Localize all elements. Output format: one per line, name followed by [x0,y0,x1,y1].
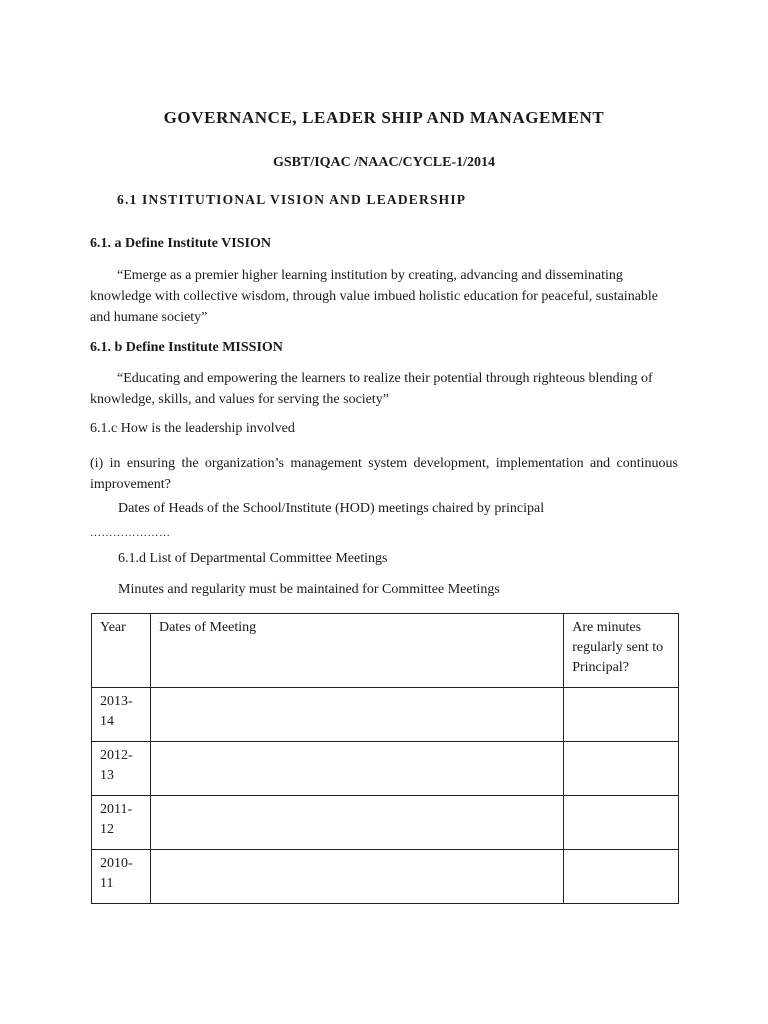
vision-text: “Emerge as a premier higher learning institution by creating, advancing and disseminating knowledge with collective wisdom, through value imbued holistic education for peaceful, sustainable and humane society” [90,268,659,325]
document-code: GSBT/IQAC /NAAC/CYCLE-1/2014 [272,155,496,170]
cell-dates[interactable] [150,796,563,850]
header-year: Year [92,614,151,688]
cell-year: 2013-14 [92,688,151,742]
mission-text: “Educating and empowering the learners to realize their potential through righteous blending of knowledge, skills, and values for serving the society” [90,371,653,407]
cell-year: 2010-11 [92,850,151,904]
table-row [92,796,679,850]
table-row [92,688,679,742]
table-header-row [92,614,679,688]
header-minutes-sent: Are minutes regularly sent to Principal? [564,614,679,688]
mission-heading: 6.1. b Define Institute MISSION [90,340,283,355]
cell-dates[interactable] [150,850,563,904]
cell-year: 2011-12 [92,796,151,850]
cell-dates[interactable] [150,742,563,796]
leadership-item-i: (i) in ensuring the organization’s management system development, implementation and continuous improvement? [90,456,678,492]
cell-minutes-sent[interactable] [564,742,679,796]
cell-minutes-sent[interactable] [564,850,679,904]
cell-year: 2012-13 [92,742,151,796]
cell-minutes-sent[interactable] [564,688,679,742]
committee-note: Minutes and regularity must be maintained for Committee Meetings [118,582,500,597]
header-dates: Dates of Meeting [150,614,563,688]
cell-dates[interactable] [150,688,563,742]
vision-heading: 6.1. a Define Institute VISION [90,236,271,251]
leadership-question: 6.1.c How is the leadership involved [90,421,295,436]
committee-heading: 6.1.d List of Departmental Committee Meetings [118,551,388,566]
cell-minutes-sent[interactable] [564,796,679,850]
page-title: GOVERNANCE, LEADER SHIP AND MANAGEMENT [163,108,605,127]
committee-meetings-table [91,613,679,904]
fill-in-dots: ………………… [90,527,171,539]
section-heading: 6.1 INSTITUTIONAL VISION AND LEADERSHIP [117,192,467,207]
table-row [92,742,679,796]
hod-meetings-line: Dates of Heads of the School/Institute (HOD) meetings chaired by principal [118,501,545,516]
table-row [92,850,679,904]
